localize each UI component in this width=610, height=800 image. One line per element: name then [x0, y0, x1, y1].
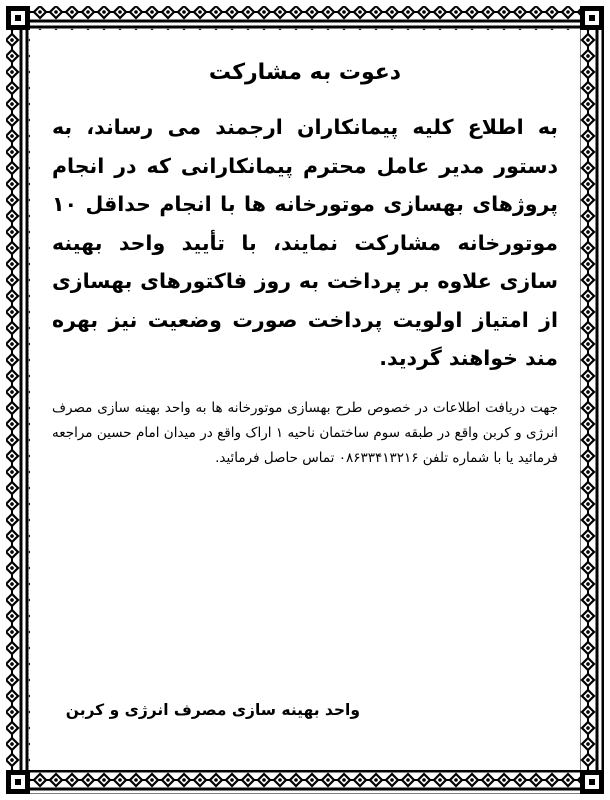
signature-unit: واحد بهینه سازی مصرف انرژی و کربن — [65, 701, 360, 719]
document-body — [52, 58, 558, 471]
document-title: دعوت به مشارکت — [208, 60, 402, 85]
main-announcement: به اطلاع کلیه پیمانکاران ارجمند می رساند، به دستور مدیر عامل محترم پیمانکارانی که در انجام پروژهای بهسازی موتورخانه ها با انجام حداقل ۱۰ موتورخانه مشارکت نمایند، با تأیید واحد بهینه سازی علاوه بر پرداخت به روز فاکتورهای بهسازی از امتیاز اولویت پرداخت صورت وضعیت نیز بهره مند خواهند گردید. — [52, 115, 558, 370]
contact-info: جهت دریافت اطلاعات در خصوص طرح بهسازی موتورخانه ها به واحد بهینه سازی مصرف انرژی و کربن واقع در طبقه سوم ساختمان ناحیه ۱ اراک واقع در میدان امام حسین مراجعه فرمائید یا با شماره تلفن ۰۸۶۳۳۴۱۳۲۱۶ تماس حاصل فرمائید. — [52, 399, 558, 466]
